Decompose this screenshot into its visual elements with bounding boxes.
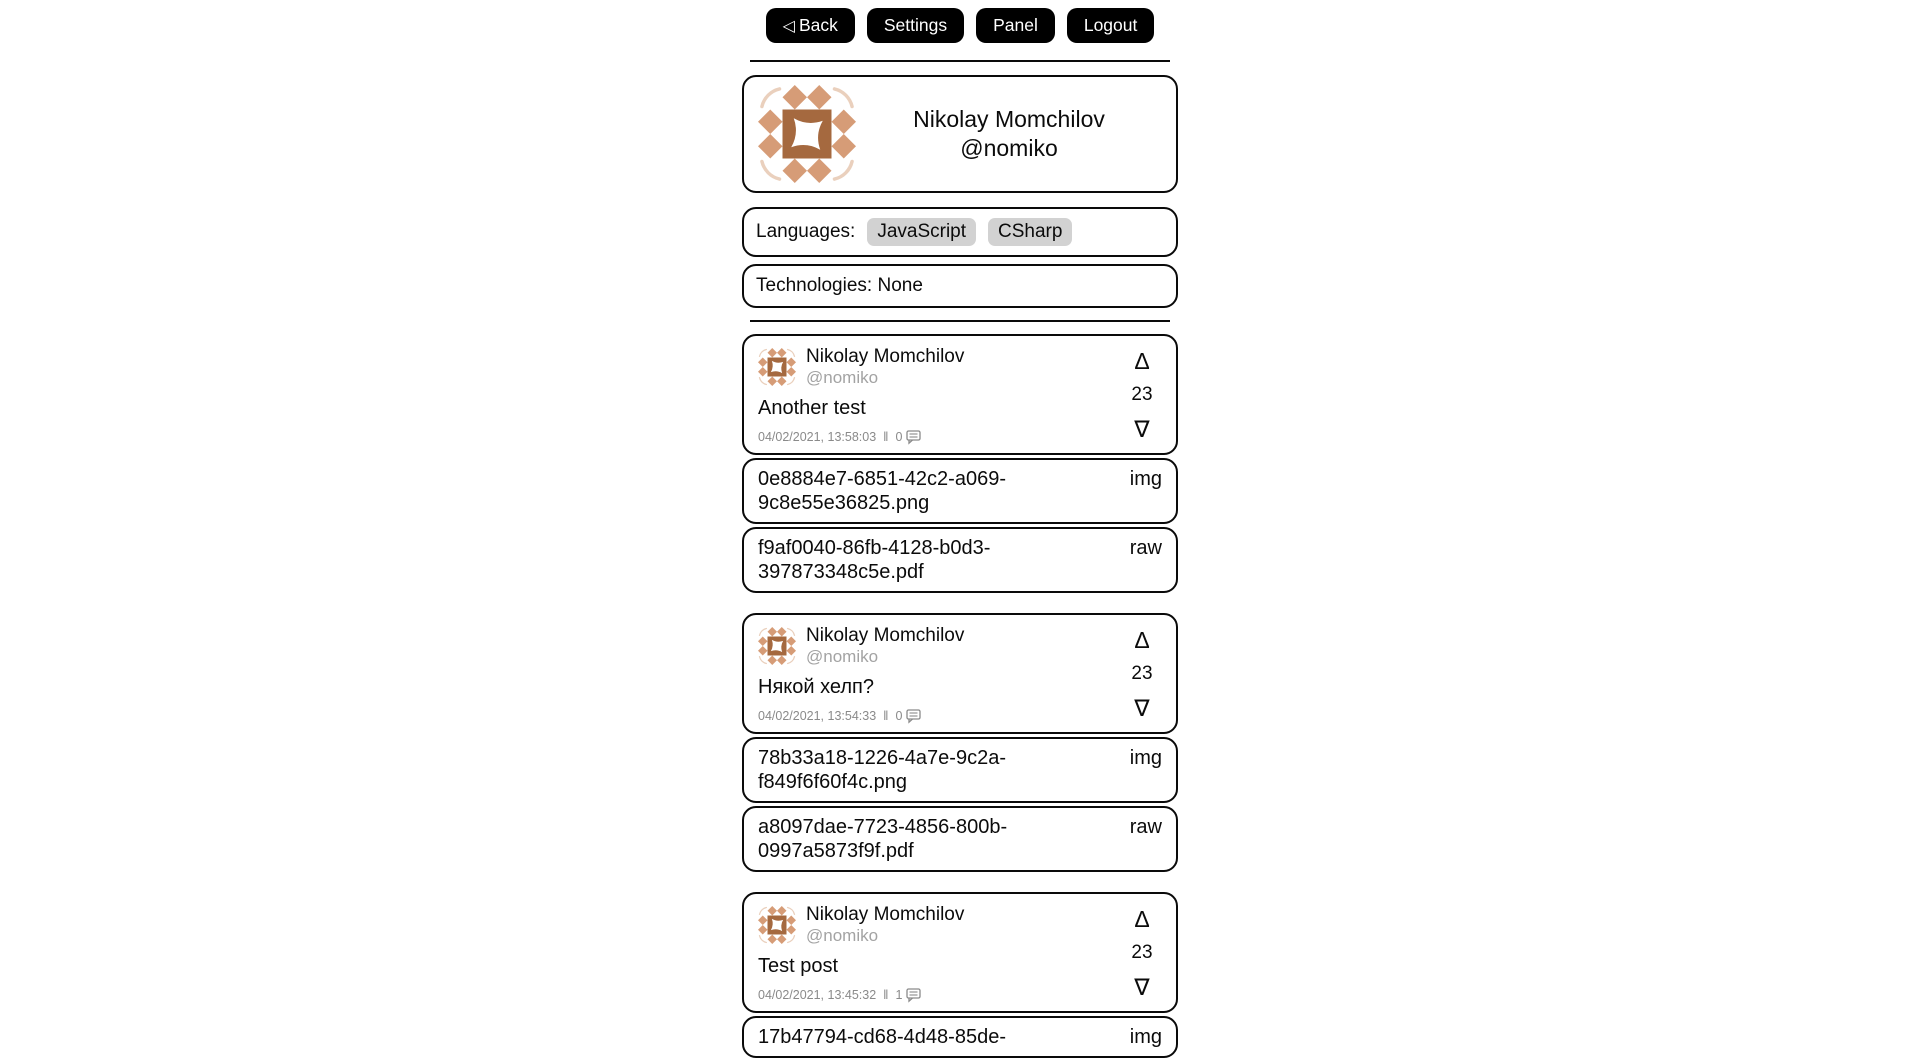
attachment-type-badge: img xyxy=(1129,747,1162,769)
post-title: Test post xyxy=(758,955,839,977)
post-header xyxy=(758,346,1120,387)
divider xyxy=(750,60,1170,62)
meta-separator: ‖ xyxy=(883,429,889,444)
post-group xyxy=(742,613,1178,872)
technologies-label: Technologies: None xyxy=(756,275,923,296)
post-card[interactable] xyxy=(742,892,1178,1013)
downvote-button[interactable]: ∇ xyxy=(1134,695,1150,721)
profile-name: Nikolay Momchilov xyxy=(913,106,1105,132)
comment-bubble-icon xyxy=(906,709,921,723)
attachment-row[interactable] xyxy=(742,737,1178,803)
post-timestamp: 04/02/2021, 13:54:33 xyxy=(758,708,877,723)
back-label: Back xyxy=(798,15,838,35)
comment-bubble-icon xyxy=(906,430,921,444)
logout-button[interactable]: Logout xyxy=(1067,8,1155,43)
post-header xyxy=(758,904,1120,945)
post-timestamp: 04/02/2021, 13:58:03 xyxy=(758,429,877,444)
meta-separator: ‖ xyxy=(883,708,889,723)
post-avatar xyxy=(758,348,796,386)
post-meta xyxy=(758,429,1120,444)
post-author: Nikolay Momchilov xyxy=(806,346,965,367)
post-meta xyxy=(758,708,1120,723)
toolbar xyxy=(742,8,1178,43)
vote-count: 23 xyxy=(1131,384,1153,405)
comment-bubble-icon xyxy=(906,988,921,1002)
comments xyxy=(896,430,921,444)
attachment-row[interactable] xyxy=(742,458,1178,524)
downvote-button[interactable]: ∇ xyxy=(1134,416,1150,442)
post-avatar xyxy=(758,906,796,944)
attachment-type-badge: img xyxy=(1129,468,1162,490)
language-tag-javascript: JavaScript xyxy=(867,218,976,246)
post-author: Nikolay Momchilov xyxy=(806,625,965,646)
post-title: Another test xyxy=(758,397,866,419)
attachment-filename: a8097dae-7723-4856-800b-0997a5873f9f.pdf xyxy=(758,816,1008,862)
post-author: Nikolay Momchilov xyxy=(806,904,965,925)
comment-count: 0 xyxy=(895,429,903,444)
post-group xyxy=(742,334,1178,593)
comments xyxy=(896,709,921,723)
languages-card xyxy=(742,207,1178,257)
attachment-type-badge: img xyxy=(1129,1026,1162,1048)
divider xyxy=(750,320,1170,322)
post-meta xyxy=(758,987,1120,1002)
attachment-row[interactable] xyxy=(742,527,1178,593)
attachment-type-badge: raw xyxy=(1129,537,1162,559)
post-group xyxy=(742,892,1178,1058)
downvote-button[interactable]: ∇ xyxy=(1134,974,1150,1000)
post-main xyxy=(758,625,1120,723)
languages-label: Languages: xyxy=(756,221,856,242)
back-icon: ◁ xyxy=(782,18,795,35)
post-card[interactable] xyxy=(742,613,1178,734)
vote-count: 23 xyxy=(1131,663,1153,684)
post-timestamp: 04/02/2021, 13:45:32 xyxy=(758,987,877,1002)
panel-button[interactable]: Panel xyxy=(976,8,1055,43)
post-header xyxy=(758,625,1120,666)
attachment-row[interactable] xyxy=(742,1016,1178,1058)
profile-page xyxy=(742,0,1178,1058)
vote-column xyxy=(1120,904,1164,1002)
post-main xyxy=(758,904,1120,1002)
attachment-filename: 17b47794-cd68-4d48-85de- xyxy=(758,1026,1006,1048)
language-tags xyxy=(867,218,1072,246)
post-handle: @nomiko xyxy=(806,368,879,387)
post-card[interactable] xyxy=(742,334,1178,455)
comment-count: 1 xyxy=(895,987,903,1002)
vote-column xyxy=(1120,625,1164,723)
post-title: Някой хелп? xyxy=(758,676,874,698)
upvote-button[interactable]: Δ xyxy=(1134,906,1150,932)
comment-count: 0 xyxy=(895,708,903,723)
technologies-card xyxy=(742,264,1178,308)
profile-card xyxy=(742,75,1178,193)
attachment-filename: 0e8884e7-6851-42c2-a069-9c8e55e36825.png xyxy=(758,468,1006,514)
attachment-filename: 78b33a18-1226-4a7e-9c2a-f849f6f60f4c.png xyxy=(758,747,1006,793)
post-avatar xyxy=(758,627,796,665)
vote-count: 23 xyxy=(1131,942,1153,963)
attachment-row[interactable] xyxy=(742,806,1178,872)
post-handle: @nomiko xyxy=(806,647,879,666)
vote-column xyxy=(1120,346,1164,444)
attachment-filename: f9af0040-86fb-4128-b0d3-397873348c5e.pdf xyxy=(758,537,991,583)
profile-avatar xyxy=(758,85,856,183)
post-handle: @nomiko xyxy=(806,926,879,945)
comments xyxy=(896,988,921,1002)
language-tag-csharp: CSharp xyxy=(988,218,1072,246)
post-main xyxy=(758,346,1120,444)
attachment-type-badge: raw xyxy=(1129,816,1162,838)
back-button[interactable] xyxy=(766,8,855,43)
profile-handle: @nomiko xyxy=(960,135,1058,161)
profile-names xyxy=(856,105,1162,163)
upvote-button[interactable]: Δ xyxy=(1134,627,1150,653)
meta-separator: ‖ xyxy=(883,987,889,1002)
upvote-button[interactable]: Δ xyxy=(1134,348,1150,374)
settings-button[interactable]: Settings xyxy=(867,8,964,43)
